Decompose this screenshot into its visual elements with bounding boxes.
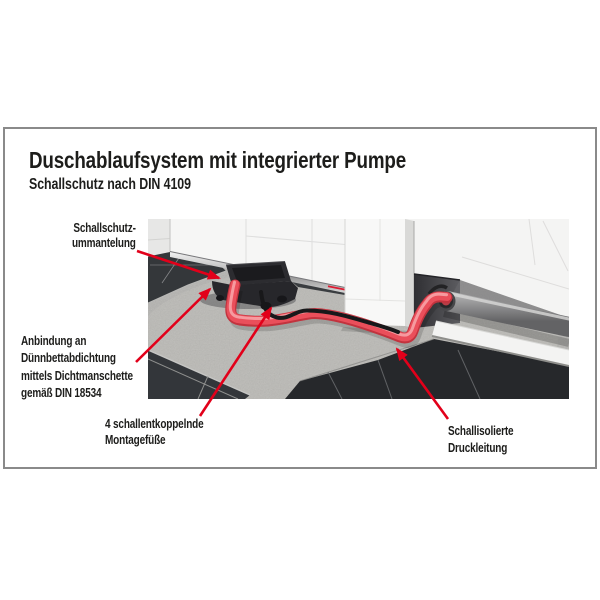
callout-line: Schallisolierte (448, 424, 514, 438)
callout-montagefuesse (105, 417, 204, 448)
page-title: Duschablaufsystem mit integrierter Pumpe (29, 147, 407, 173)
callout-line: Schallschutz- (73, 221, 136, 235)
callout-anbindung-abdichtung (21, 333, 133, 403)
mounting-foot (277, 296, 287, 303)
mounting-foot (216, 295, 224, 301)
callout-line: Montagefüße (105, 432, 166, 447)
callout-druckleitung (448, 423, 513, 457)
callout-line: Anbindung an (21, 334, 87, 348)
callout-line: gemäß DIN 18534 (21, 386, 102, 401)
callout-schallschutz-ummantelung (72, 221, 136, 251)
bathroom-illustration (148, 219, 569, 399)
page-subtitle: Schallschutz nach DIN 4109 (29, 176, 191, 193)
callout-line: Dünnbettabdichtung (21, 351, 116, 366)
callout-line: ummantelung (72, 236, 136, 250)
callout-line: 4 schallentkoppelnde (105, 417, 204, 431)
callout-line: Druckleitung (448, 441, 508, 455)
callout-line: mittels Dichtmanschette (21, 368, 133, 383)
